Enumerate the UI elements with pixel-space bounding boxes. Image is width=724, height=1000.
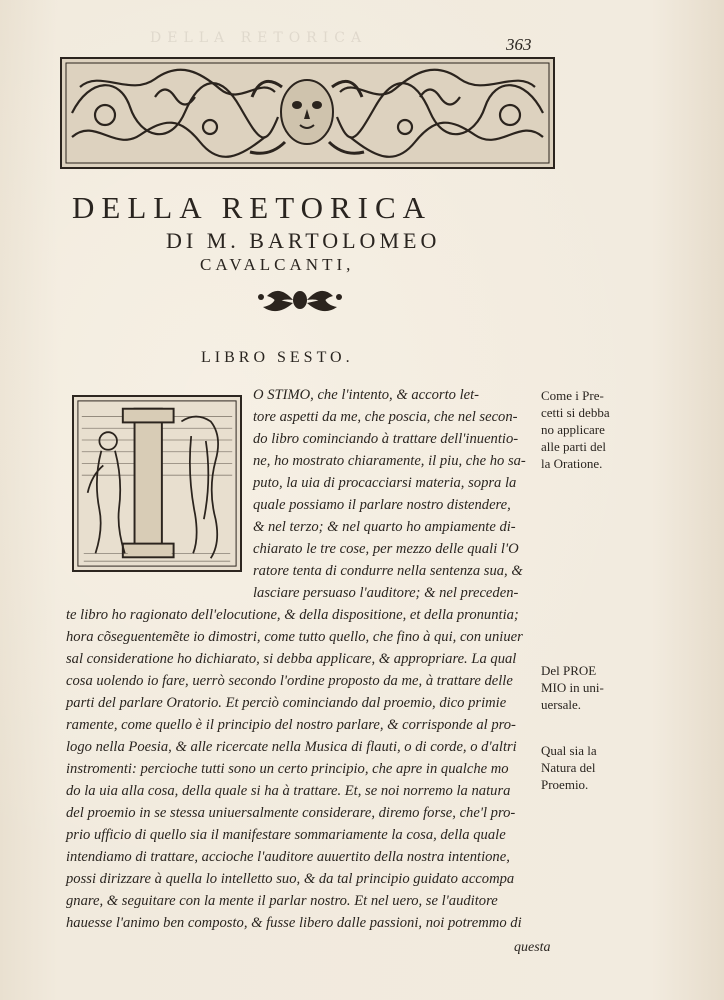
margin-note-line: Qual sia la xyxy=(541,743,597,758)
body-line: gnare, & seguitare con la mente il parlar nostro. Et nel uero, se l'auditore xyxy=(66,893,498,909)
body-line: cosa uolendo io fare, uerrò secondo l'ordine proposto da me, à trattare delle xyxy=(66,673,513,689)
body-line: O STIMO, che l'intento, & accorto let- xyxy=(253,387,480,403)
catchword: questa xyxy=(514,940,551,955)
margin-note-line: Del PROE xyxy=(541,663,597,678)
body-line: do la uia alla cosa, della quale si ha à trattare. Et, se noi norremo la natura xyxy=(66,783,511,799)
historiated-initial xyxy=(72,395,242,572)
body-line: logo nella Poesia, & alle ricercate nella Musica di flauti, o di corde, o d'altri xyxy=(66,739,517,755)
show-through-running-head: DELLA RETORICA xyxy=(150,30,368,46)
body-line: do libro cominciando à trattare dell'inuentio- xyxy=(253,431,519,447)
body-line: possi dirizzare à quella lo intelletto suo, & da tal principio guidato accompa xyxy=(66,871,515,887)
body-line: puto, la uia di procacciarsi materia, sopra la xyxy=(253,475,517,491)
body-line: del proemio in se stessa uniuersalmente considerare, diremo forse, che'l pro- xyxy=(66,805,516,821)
margin-note-line: cetti si debba xyxy=(541,405,610,420)
body-line: parti del parlare Oratorio. Et perciò cominciando dal proemio, dico primie xyxy=(66,695,507,711)
body-line: hauesse l'animo ben composto, & fusse libero dalle passioni, noi potremmo di xyxy=(66,915,522,931)
page-number: 363 xyxy=(506,35,532,54)
body-line: instromenti: percioche tutti sono un certo principio, che apre in qualche mo xyxy=(66,761,509,777)
margin-note-line: uersale. xyxy=(541,697,582,712)
margin-note-line: MIO in uni- xyxy=(541,680,604,695)
fleuron-ornament xyxy=(256,283,344,317)
ornamental-headpiece xyxy=(60,57,555,169)
body-line: lasciare persuaso l'auditore; & nel preceden- xyxy=(253,585,519,601)
margin-note-line: no applicare xyxy=(541,422,605,437)
body-line: ratore tenta di condurre nella sentenza sua, & xyxy=(253,563,523,579)
margin-note-line: la Oratione. xyxy=(541,456,603,471)
book-title: DELLA RETORICA xyxy=(72,190,433,225)
body-line: ne, ho mostrato chiaramente, il piu, che ho sa- xyxy=(253,453,526,469)
body-line: prio ufficio di quello sia il manifestare sommariamente la cosa, della quale xyxy=(66,827,506,843)
author-line: DI M. BARTOLOMEO xyxy=(166,228,441,253)
body-line: intendiamo di trattare, accioche l'auditore auuertito della nostra intentione, xyxy=(66,849,510,865)
body-line: & nel terzo; & nel quarto ho ampiamente di- xyxy=(253,519,516,535)
body-line: ramente, come quello è il principio del nostro parlare, & corrisponde al pro- xyxy=(66,717,516,733)
body-line: chiarato le tre cose, per mezzo delle quali l'O xyxy=(253,541,519,557)
body-line: quale possiamo il parlare nostro distendere, xyxy=(253,497,511,513)
body-line: tore aspetti da me, che poscia, che nel secon- xyxy=(253,409,518,425)
margin-note-line: Natura del xyxy=(541,760,596,775)
margin-note-line: Come i Pre- xyxy=(541,388,604,403)
book-heading: LIBRO SESTO. xyxy=(201,349,354,366)
margin-note-line: alle parti del xyxy=(541,439,606,454)
body-line: sal consideratione ho dichiarato, si debba applicare, & appropriare. La qual xyxy=(66,651,517,667)
author-surname: CAVALCANTI, xyxy=(200,255,355,274)
body-line: te libro ho ragionato dell'elocutione, & della dispositione, et della pronuntia; xyxy=(66,607,519,623)
margin-note-line: Proemio. xyxy=(541,777,589,792)
body-line: hora cõseguentemẽte io dimostri, come tutto quello, che fino à qui, con uniuer xyxy=(66,629,523,645)
